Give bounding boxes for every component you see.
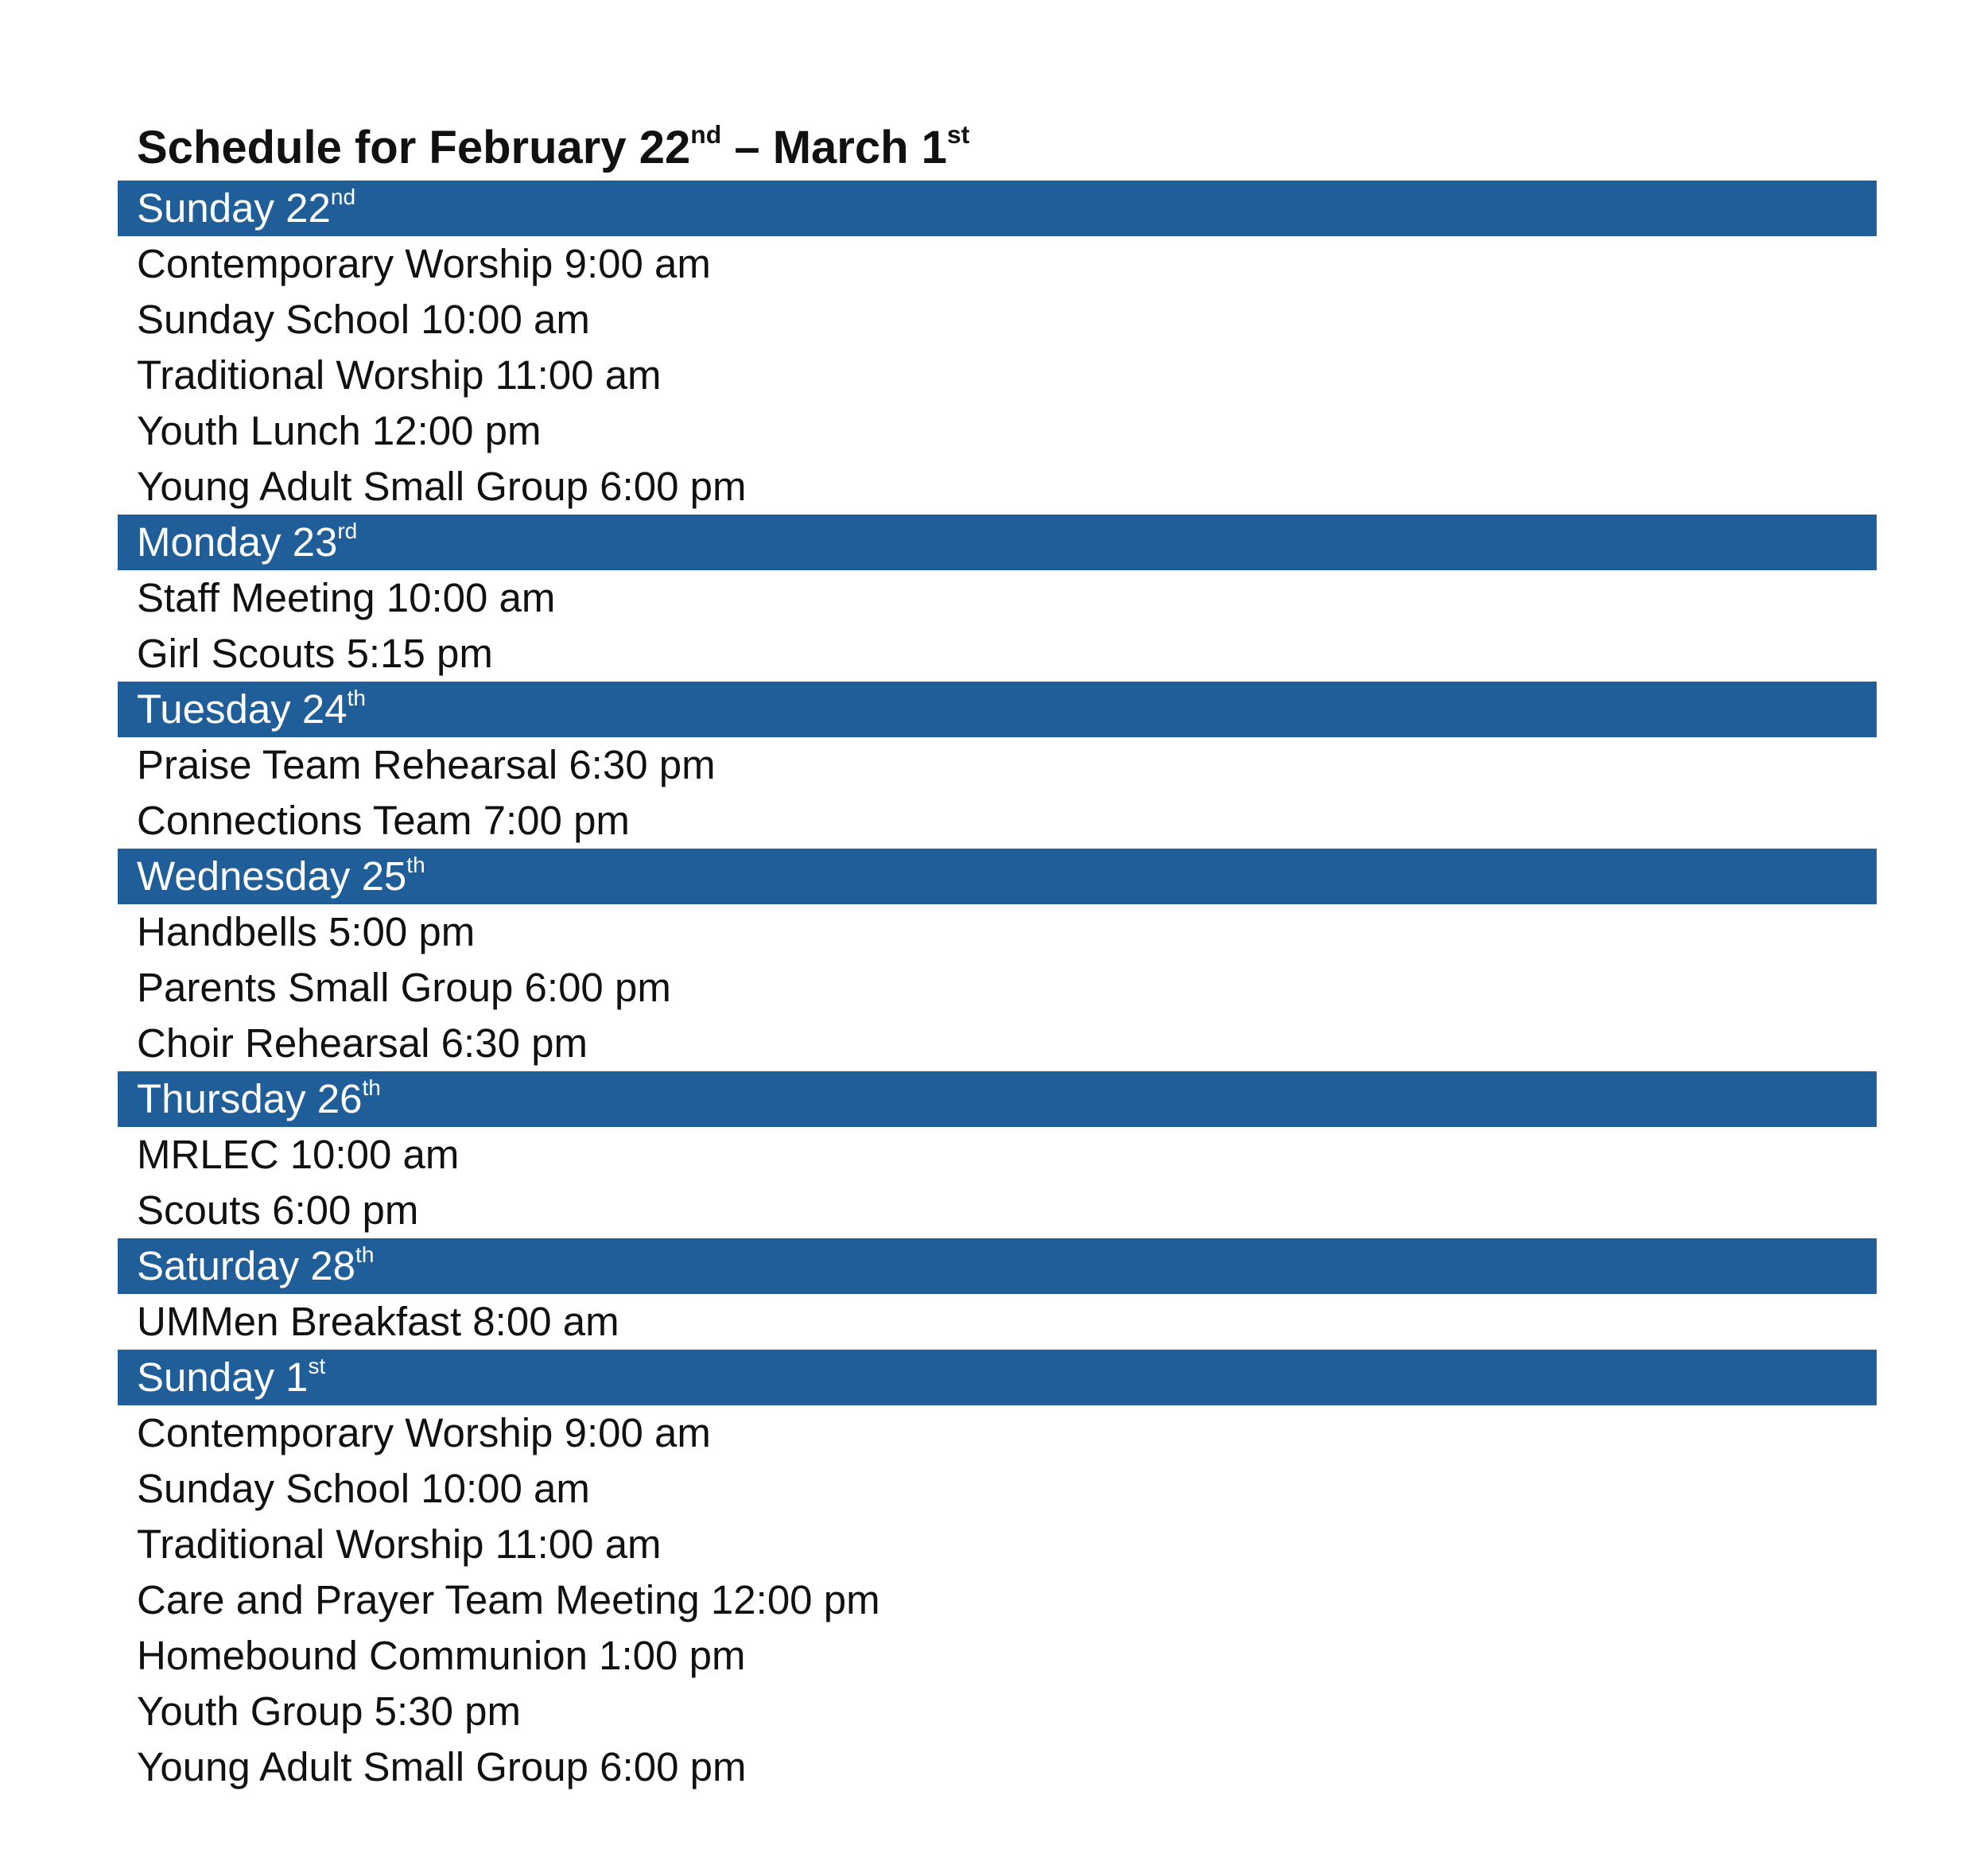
event-item: Sunday School 10:00 am — [137, 297, 590, 342]
day-header — [118, 1071, 1877, 1127]
day-section — [118, 1350, 1877, 1795]
day-label: Monday 23 — [137, 519, 338, 565]
event-item: Parents Small Group 6:00 pm — [137, 965, 671, 1010]
event-item: Scouts 6:00 pm — [137, 1187, 419, 1233]
event-item: Praise Team Rehearsal 6:30 pm — [137, 742, 716, 787]
event-item: Connections Team 7:00 pm — [137, 798, 630, 843]
day-header — [118, 1238, 1877, 1294]
day-header — [118, 181, 1877, 236]
event-item: Homebound Communion 1:00 pm — [137, 1633, 746, 1678]
title-prefix-ordinal: nd — [690, 119, 722, 149]
day-section — [118, 1071, 1877, 1238]
day-header — [118, 682, 1877, 737]
event-item: Sunday School 10:00 am — [137, 1466, 590, 1511]
day-header — [118, 1350, 1877, 1405]
event-item: Contemporary Worship 9:00 am — [137, 1410, 711, 1455]
schedule-document — [118, 115, 1877, 1795]
day-ordinal-suffix: th — [355, 1241, 375, 1267]
title-middle-ordinal: st — [946, 119, 970, 149]
day-label: Sunday 1 — [137, 1354, 309, 1400]
day-ordinal-suffix: th — [406, 852, 425, 877]
day-section — [118, 682, 1877, 849]
event-item: Girl Scouts 5:15 pm — [137, 631, 493, 676]
day-section — [118, 1238, 1877, 1350]
event-item: Traditional Worship 11:00 am — [137, 1521, 662, 1567]
day-header — [118, 515, 1877, 570]
schedule-list — [118, 181, 1877, 1795]
event-item: MRLEC 10:00 am — [137, 1132, 460, 1177]
event-item: Youth Lunch 12:00 pm — [137, 408, 542, 453]
event-item: Contemporary Worship 9:00 am — [137, 241, 711, 286]
title-prefix: Schedule for February 22 — [137, 122, 691, 173]
day-section — [118, 849, 1877, 1071]
event-item: Young Adult Small Group 6:00 pm — [137, 1744, 747, 1789]
day-label: Wednesday 25 — [137, 853, 407, 899]
day-ordinal-suffix: th — [347, 685, 367, 710]
day-section — [118, 181, 1877, 515]
event-item: Traditional Worship 11:00 am — [137, 352, 662, 398]
title-middle: – March 1 — [721, 122, 947, 173]
event-item: UMMen Breakfast 8:00 am — [137, 1299, 619, 1344]
day-ordinal-suffix: rd — [337, 518, 358, 543]
day-section — [118, 515, 1877, 682]
page-title — [118, 115, 1877, 181]
day-ordinal-suffix: st — [308, 1353, 326, 1378]
event-item: Choir Rehearsal 6:30 pm — [137, 1020, 588, 1066]
event-item: Young Adult Small Group 6:00 pm — [137, 464, 747, 509]
event-item: Care and Prayer Team Meeting 12:00 pm — [137, 1577, 880, 1622]
day-ordinal-suffix: th — [362, 1074, 381, 1100]
day-ordinal-suffix: nd — [330, 184, 356, 209]
day-header — [118, 849, 1877, 904]
event-item: Staff Meeting 10:00 am — [137, 575, 556, 620]
day-label: Saturday 28 — [137, 1243, 356, 1288]
event-item: Youth Group 5:30 pm — [137, 1688, 521, 1734]
day-label: Tuesday 24 — [137, 686, 348, 732]
day-label: Thursday 26 — [137, 1076, 363, 1121]
day-label: Sunday 22 — [137, 185, 331, 231]
event-item: Handbells 5:00 pm — [137, 909, 476, 954]
